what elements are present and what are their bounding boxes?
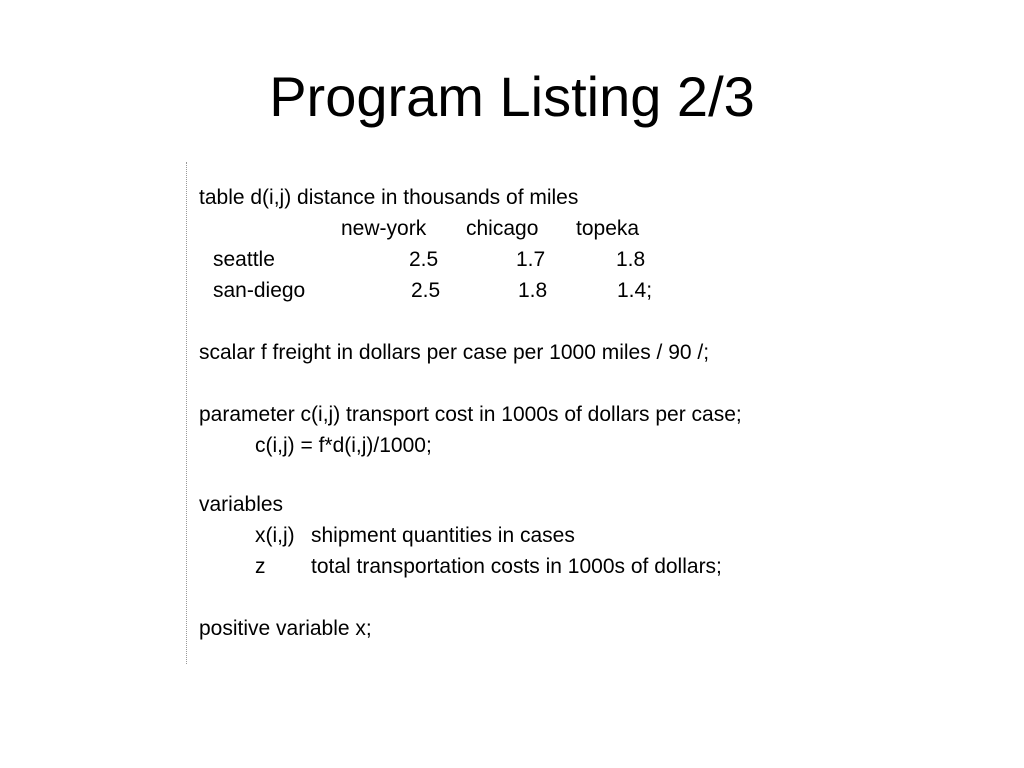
table-column-header: chicago xyxy=(466,217,539,240)
variable-x-name: x(i,j) xyxy=(255,524,295,547)
table-cell: 2.5 xyxy=(411,279,441,302)
table-row-label: seattle xyxy=(213,248,275,271)
table-cell: 1.8 xyxy=(616,248,646,271)
table-cell: 1.8 xyxy=(518,279,548,302)
parameter-assignment-line: c(i,j) = f*d(i,j)/1000; xyxy=(255,434,432,457)
table-heading-line: table d(i,j) distance in thousands of miles xyxy=(199,186,579,209)
variable-x-description: shipment quantities in cases xyxy=(311,524,575,547)
scalar-line: scalar f freight in dollars per case per 1000 miles / 90 /; xyxy=(199,341,710,364)
table-cell: 1.7 xyxy=(516,248,546,271)
variable-z-description: total transportation costs in 1000s of dollars; xyxy=(311,555,722,578)
table-cell: 1.4; xyxy=(617,279,653,302)
table-row-label: san-diego xyxy=(213,279,306,302)
table-column-header: topeka xyxy=(576,217,640,240)
table-cell: 2.5 xyxy=(409,248,439,271)
slide-title: Program Listing 2/3 xyxy=(269,65,755,128)
variables-keyword: variables xyxy=(199,493,284,516)
positive-variable-line: positive variable x; xyxy=(199,617,372,640)
parameter-line: parameter c(i,j) transport cost in 1000s of dollars per case; xyxy=(199,403,742,426)
variable-z-name: z xyxy=(255,555,266,578)
table-column-header: new-york xyxy=(341,217,427,240)
